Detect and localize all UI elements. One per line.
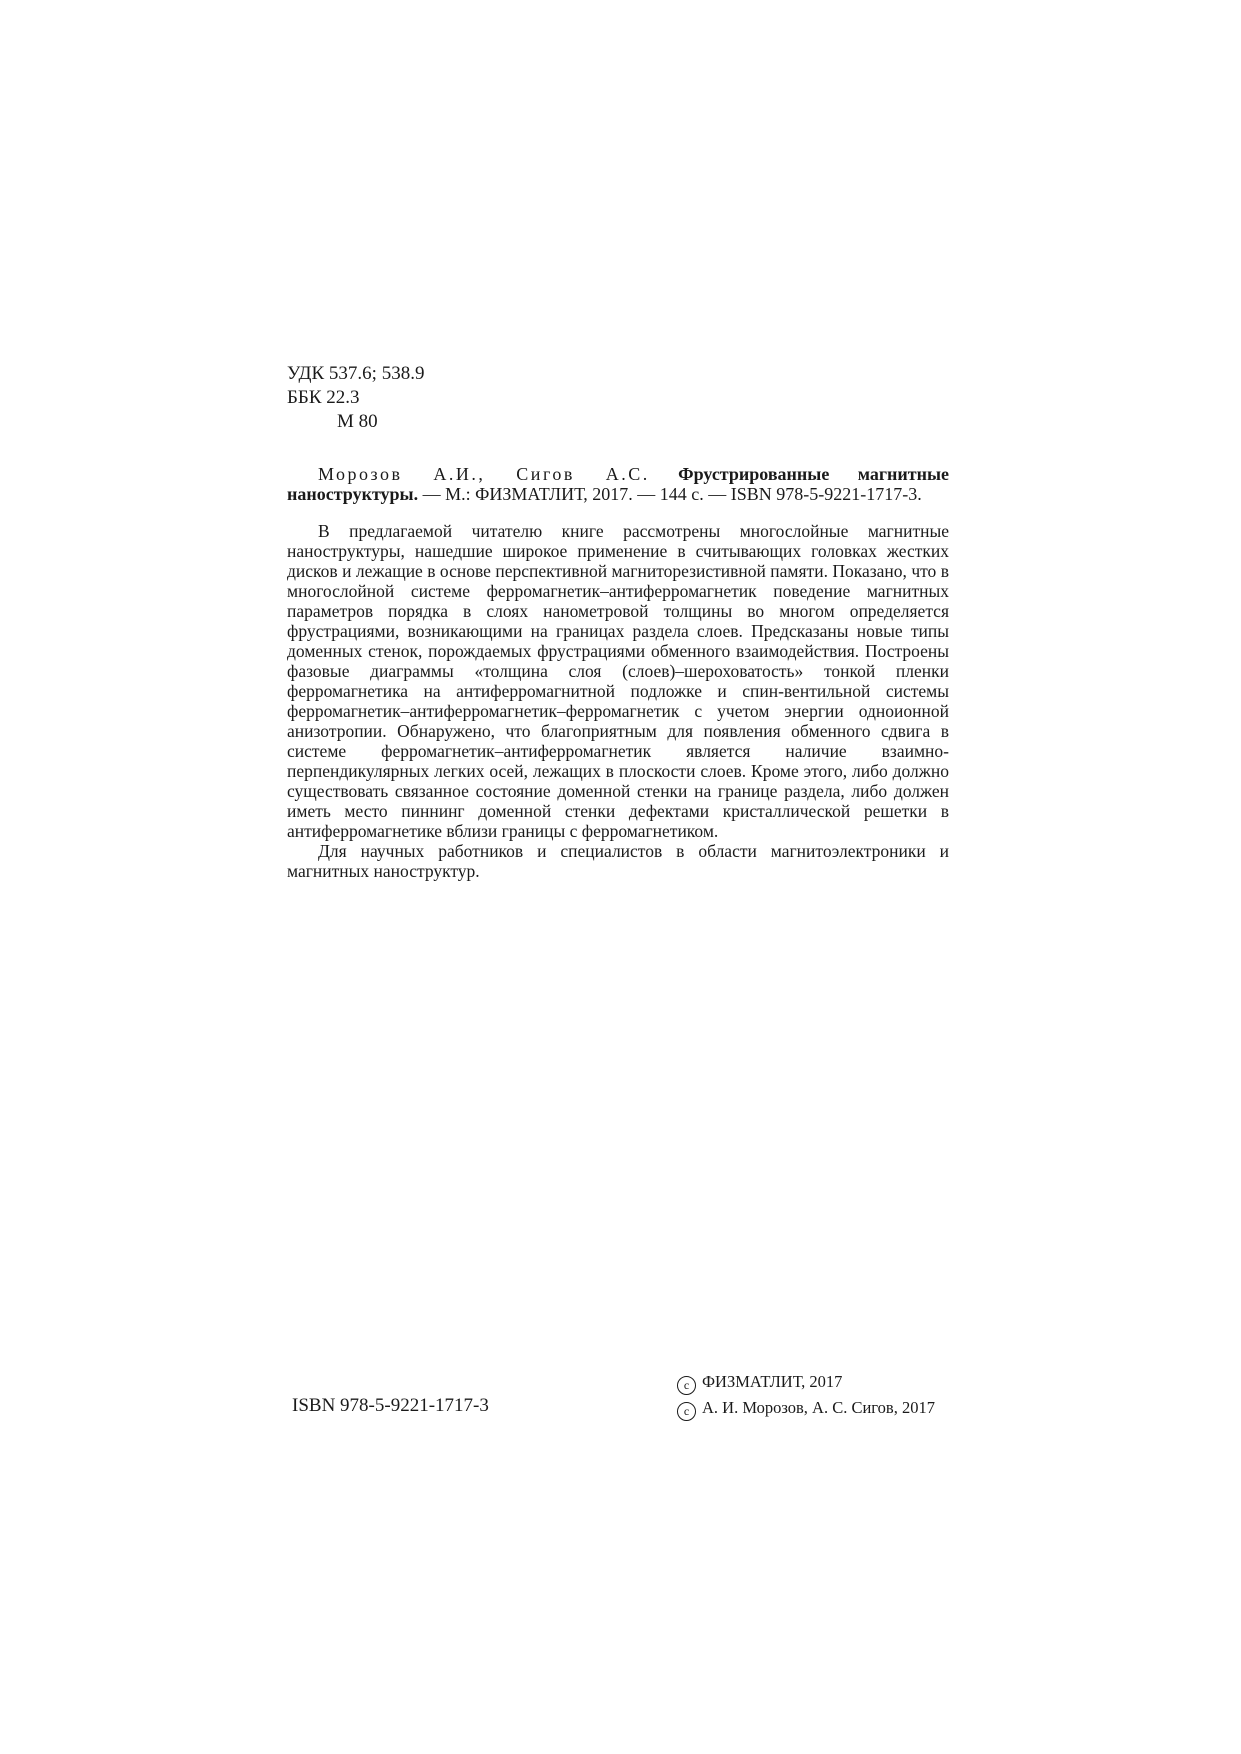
- audience-paragraph: Для научных работников и специалистов в области магнитоэлектроники и магнитных наноструктур.: [287, 841, 949, 881]
- copyright-block: [677, 1369, 935, 1421]
- bbk-code: ББК 22.3: [287, 387, 360, 408]
- authors: Морозов А.И., Сигов А.С.: [318, 464, 650, 484]
- copyright-line-authors: [677, 1395, 935, 1421]
- imprint: — М.: ФИЗМАТЛИТ, 2017. — 144 с. — ISBN 978-5-9221-1717-3.: [422, 484, 922, 504]
- book-title: Фрустрированные магнитные наноструктуры.: [287, 464, 950, 504]
- copyright-icon: c: [677, 1376, 696, 1395]
- abstract: [287, 521, 949, 881]
- copyright-publisher: ФИЗМАТЛИТ, 2017: [702, 1372, 843, 1391]
- copyright-line-publisher: [677, 1369, 935, 1395]
- classification-codes: [287, 362, 424, 434]
- udk-code: УДК 537.6; 538.9: [287, 363, 425, 384]
- copyright-icon: c: [677, 1402, 696, 1421]
- author-mark: М 80: [337, 411, 378, 432]
- copyright-authors: А. И. Морозов, А. С. Сигов, 2017: [702, 1398, 935, 1417]
- isbn: ISBN 978-5-9221-1717-3: [292, 1395, 489, 1416]
- bibliographic-record: [287, 464, 949, 504]
- abstract-paragraph: В предлагаемой читателю книге рассмотрены многослойные магнитные наноструктуры, нашедшие широкое применение в считывающих головках жестких дисков и лежащие в основе перспективной магниторезистивной памяти. Показано, что в многослойной системе ферромагнетик–антиферромагнетик поведение магнитных параметров порядка в слоях нанометровой толщины во многом определяется фрустрациями, возникающими на границах раздела слоев. Предсказаны новые типы доменных стенок, порождаемых фрустрациями обменного взаимодействия. Построены фазовые диаграммы «толщина слоя (слоев)–шероховатость» тонкой пленки ферромагнетика на антиферромагнитной подложке и спин-вентильной системы ферромагнетик–антиферромагнетик–ферромагнетик с учетом энергии одноионной анизотропии. Обнаружено, что благоприятным для появления обменного сдвига в системе ферромагнетик–антиферромагнетик является наличие взаимно-перпендикулярных легких осей, лежащих в плоскости слоев. Кроме этого, либо должно существовать связанное состояние доменной стенки на границе раздела, либо должен иметь место пиннинг доменной стенки дефектами кристаллической решетки в антиферромагнетике вблизи границы с ферромагнетиком.: [287, 521, 949, 841]
